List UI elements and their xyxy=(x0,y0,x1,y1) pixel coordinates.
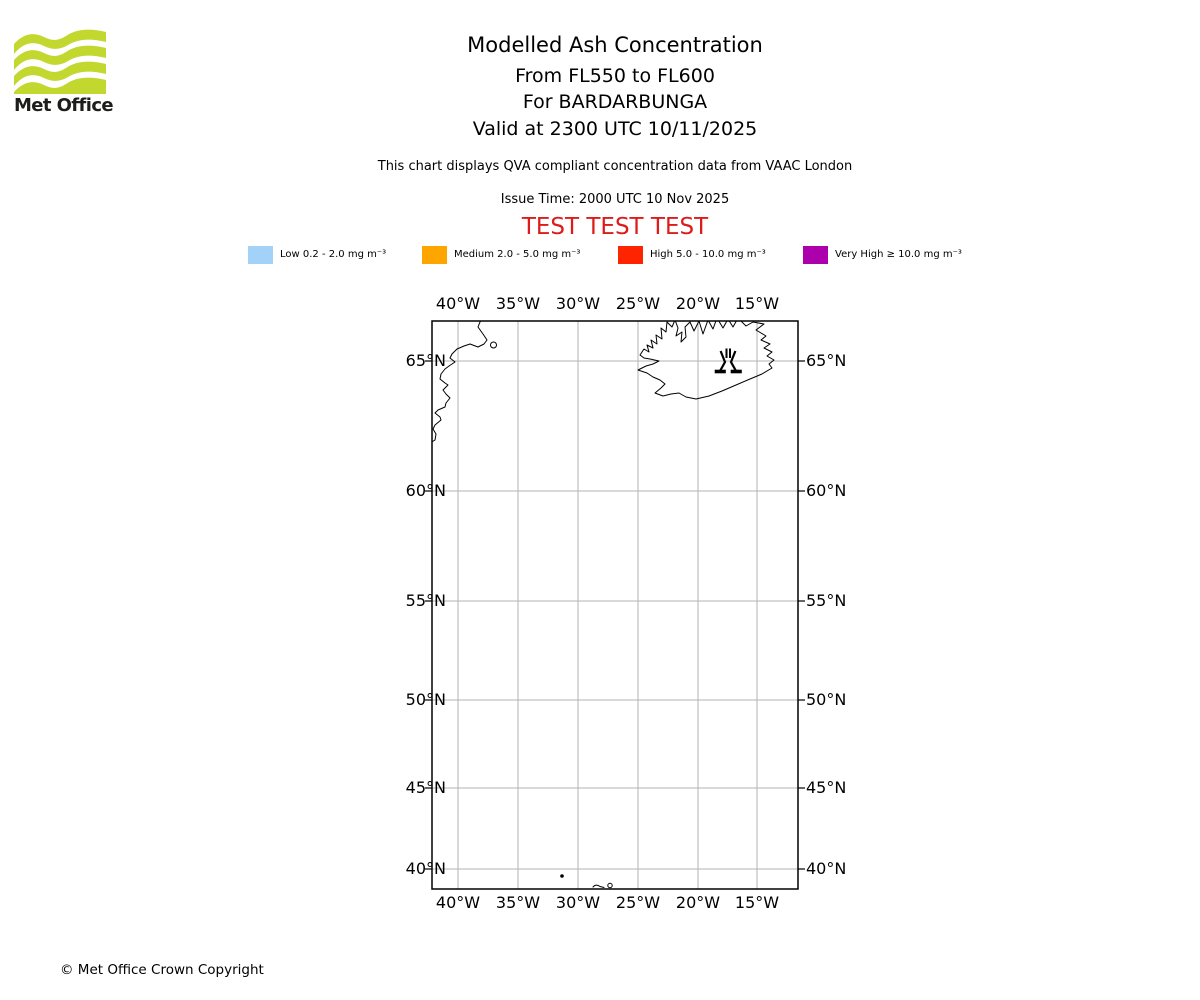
qva-compliance-note: This chart displays QVA compliant concentration data from VAAC London xyxy=(377,159,853,174)
azores-islet-round xyxy=(608,883,612,887)
lon-label-bottom-20w: 20°W xyxy=(675,893,721,912)
legend-swatch-high xyxy=(618,246,643,264)
legend-swatch-very-high xyxy=(803,246,828,264)
lat-label-right-45n: 45°N xyxy=(806,778,847,797)
lon-label-top-15w: 15°W xyxy=(734,294,780,313)
lat-label-left-60n: 60°N xyxy=(405,481,446,500)
lat-label-right-65n: 65°N xyxy=(806,351,847,370)
lat-label-right-55n: 55°N xyxy=(806,591,847,610)
flight-level-line: From FL550 to FL600 xyxy=(515,65,715,87)
iceland-coastline xyxy=(638,318,774,399)
lat-label-left-40n: 40°N xyxy=(405,859,446,878)
lon-label-bottom-15w: 15°W xyxy=(734,893,780,912)
greenland-islet xyxy=(491,342,497,348)
azores-islet-dot xyxy=(561,875,564,878)
lat-label-right-40n: 40°N xyxy=(806,859,847,878)
azores-islets xyxy=(593,885,604,887)
issue-time-line: Issue Time: 2000 UTC 10 Nov 2025 xyxy=(500,192,730,207)
graticule-grid xyxy=(432,321,798,889)
legend-item-high xyxy=(618,245,766,264)
lat-label-left-65n: 65°N xyxy=(405,351,446,370)
lon-label-top-35w: 35°W xyxy=(495,294,541,313)
valid-time-line: Valid at 2300 UTC 10/11/2025 xyxy=(472,118,758,140)
legend-swatch-low xyxy=(248,246,273,264)
map-canvas xyxy=(420,315,810,895)
volcano-name-line: For BARDARBUNGA xyxy=(522,91,708,113)
lon-label-bottom-30w: 30°W xyxy=(555,893,601,912)
legend-swatch-medium xyxy=(422,246,447,264)
lon-label-top-40w: 40°W xyxy=(435,294,481,313)
lat-label-left-50n: 50°N xyxy=(405,690,446,709)
map-area xyxy=(405,294,847,912)
map-border xyxy=(432,321,798,889)
legend-label-high: High 5.0 - 10.0 mg m⁻³ xyxy=(650,249,766,260)
lat-label-left-55n: 55°N xyxy=(405,591,446,610)
lon-label-top-30w: 30°W xyxy=(555,294,601,313)
legend-item-low xyxy=(248,245,386,264)
lat-label-right-50n: 50°N xyxy=(806,690,847,709)
crown-copyright-notice: © Met Office Crown Copyright xyxy=(60,962,264,978)
legend-label-low: Low 0.2 - 2.0 mg m⁻³ xyxy=(280,249,387,260)
legend-label-very-high: Very High ≥ 10.0 mg m⁻³ xyxy=(835,249,962,260)
lon-label-top-25w: 25°W xyxy=(615,294,661,313)
test-banner: TEST TEST TEST xyxy=(521,214,709,240)
met-office-wordmark: Met Office xyxy=(14,95,114,116)
latitude-ticks xyxy=(425,361,805,869)
legend-item-medium xyxy=(422,245,580,264)
lon-label-bottom-40w: 40°W xyxy=(435,893,481,912)
lon-label-top-20w: 20°W xyxy=(675,294,721,313)
lon-label-bottom-25w: 25°W xyxy=(615,893,661,912)
page-title: Modelled Ash Concentration xyxy=(467,33,763,57)
lat-label-right-60n: 60°N xyxy=(806,481,847,500)
legend-item-very-high xyxy=(803,245,962,264)
legend-label-medium: Medium 2.0 - 5.0 mg m⁻³ xyxy=(454,249,581,260)
lon-label-bottom-35w: 35°W xyxy=(495,893,541,912)
lat-label-left-45n: 45°N xyxy=(405,778,446,797)
